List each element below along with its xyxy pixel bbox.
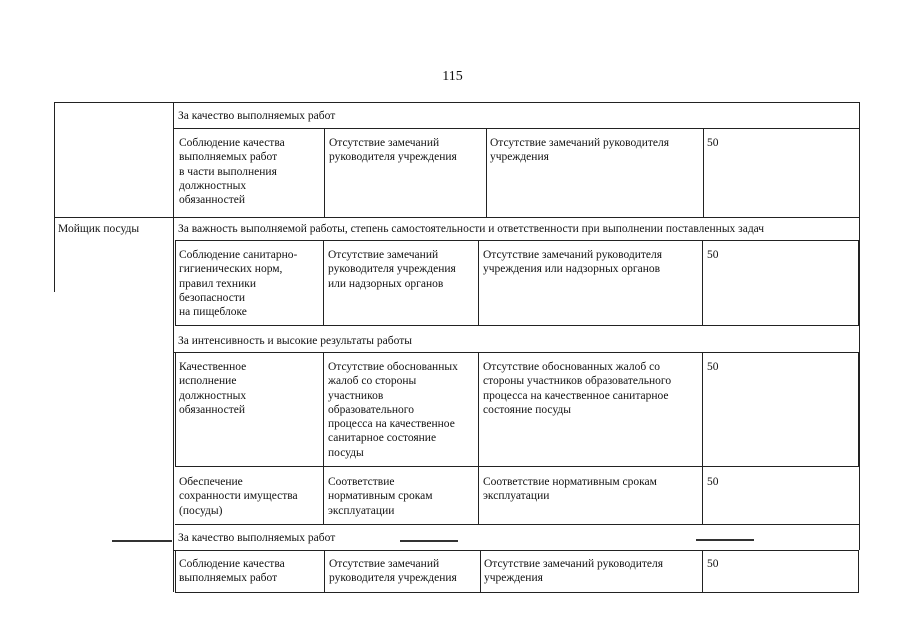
section-title: За качество выполняемых работ — [178, 110, 336, 122]
position-column-divider — [173, 102, 174, 592]
table-right-border — [859, 102, 860, 550]
measure-cell: Отсутствие замечаний руководителя учреждения — [490, 137, 670, 164]
column-divider — [323, 240, 324, 326]
position-row-divider — [54, 217, 859, 218]
column-divider — [703, 128, 704, 217]
points-cell: 50 — [707, 249, 719, 261]
column-divider — [324, 550, 325, 593]
criterion-cell: Отсутствие замечаний руководителя учреждения — [329, 558, 457, 585]
column-divider — [480, 550, 481, 593]
points-cell: 50 — [707, 476, 719, 488]
measure-cell: Отсутствие замечаний руководителя учреждения или надзорных органов — [483, 249, 663, 276]
section-title-divider — [173, 128, 859, 129]
page-number: 115 — [442, 69, 463, 84]
measure-cell: Отсутствие замечаний руководителя учреждения — [484, 558, 664, 585]
scan-mark — [696, 539, 754, 541]
scan-mark — [112, 540, 172, 542]
section-title: За качество выполняемых работ — [178, 532, 336, 544]
column-divider — [702, 240, 703, 326]
measure-cell: Отсутствие обоснованных жалоб со стороны участников образовательного процесса на качественное санитарное состояние посуды — [483, 361, 672, 416]
points-cell: 50 — [707, 361, 719, 373]
scan-mark — [400, 540, 458, 542]
indicator-cell: Соблюдение санитарно- гигиенических норм, правил техники безопасности на пищеблоке — [179, 249, 298, 319]
column-divider — [486, 128, 487, 217]
criterion-cell: Отсутствие обоснованных жалоб со стороны участников образовательного процесса на качественное санитарное состояние посуды — [328, 361, 458, 459]
indicator-cell: Соблюдение качества выполняемых работ — [179, 558, 285, 585]
column-divider — [702, 550, 703, 593]
measure-cell: Соответствие нормативным срокам эксплуатации — [483, 476, 657, 503]
points-cell: 50 — [707, 137, 719, 149]
points-cell: 50 — [707, 558, 719, 570]
row-divider — [175, 524, 859, 525]
indicator-cell: Качественное исполнение должностных обязанностей — [179, 361, 247, 416]
position-name: Мойщик посуды — [58, 223, 140, 235]
criterion-cell: Отсутствие замечаний руководителя учреждения или надзорных органов — [328, 249, 456, 290]
column-divider — [478, 240, 479, 326]
table-top-border — [54, 102, 859, 103]
section-title: За важность выполняемой работы, степень самостоятельности и ответственности при выполнении поставленных задач — [178, 223, 765, 235]
section-title: За интенсивность и высокие результаты работы — [178, 335, 412, 347]
column-divider — [478, 352, 479, 524]
indicator-cell: Обеспечение сохранности имущества (посуды) — [179, 476, 298, 517]
table-left-border — [54, 102, 55, 292]
column-divider — [324, 128, 325, 217]
criterion-cell: Отсутствие замечаний руководителя учреждения — [329, 137, 457, 164]
column-divider — [323, 352, 324, 524]
criterion-cell: Соответствие нормативным срокам эксплуатации — [328, 476, 433, 517]
column-divider — [702, 352, 703, 524]
indicator-cell: Соблюдение качества выполняемых работ в части выполнения должностных обязанностей — [179, 137, 285, 207]
